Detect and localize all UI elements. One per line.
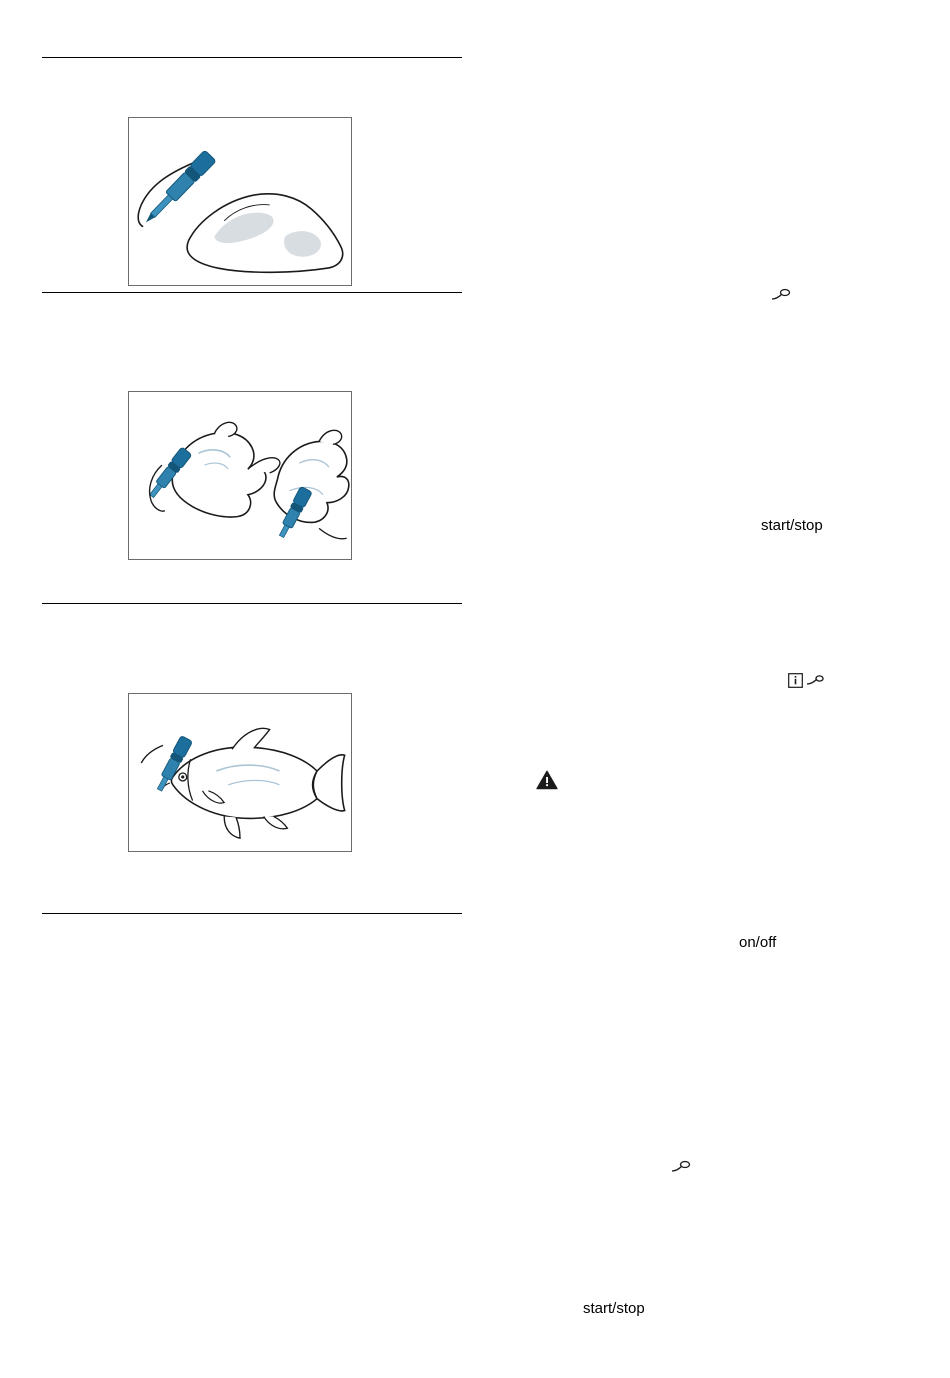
figure-meat-probe: [128, 117, 352, 286]
probe-plug-icon-lower: [670, 1160, 692, 1174]
label-on-off: on/off: [739, 934, 777, 951]
info-box-icon: [788, 673, 803, 688]
rule-second: [42, 292, 462, 293]
figure-poultry-probe: [128, 391, 352, 560]
warning-triangle-icon: [536, 770, 558, 790]
probe-plug-icon-top: [770, 288, 792, 302]
rule-top: [42, 57, 462, 58]
info-icon: [788, 673, 824, 688]
label-start-stop-bottom: start/stop: [583, 1300, 645, 1317]
figure-fish-probe: [128, 693, 352, 852]
label-start-stop-right: start/stop: [761, 517, 823, 534]
probe-plug-icon: [770, 288, 792, 302]
probe-plug-icon: [670, 1160, 692, 1174]
warning-icon: [536, 770, 558, 790]
arrow-pointer-icon: [806, 675, 824, 687]
rule-third: [42, 603, 462, 604]
rule-fourth: [42, 913, 462, 914]
